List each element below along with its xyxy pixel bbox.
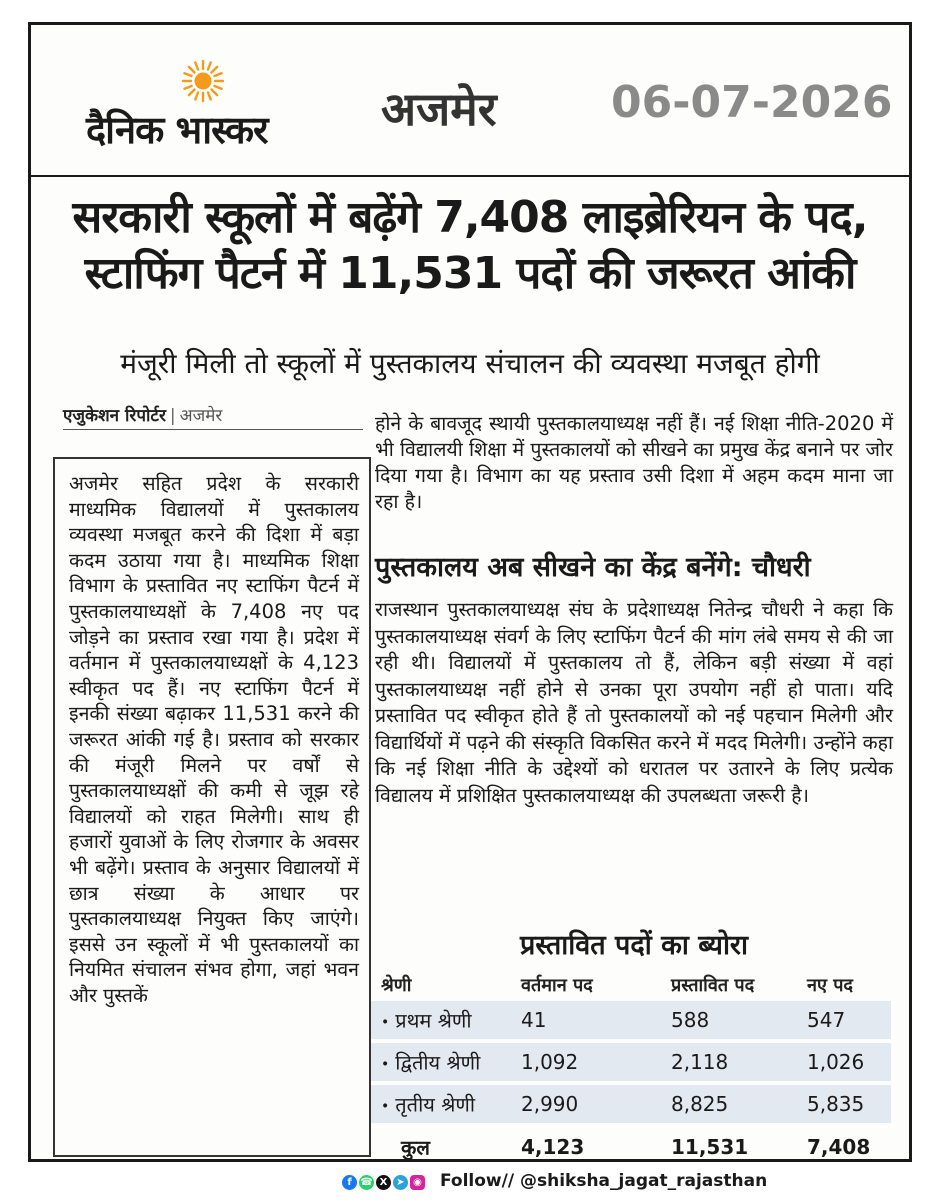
article-left-column: अजमेर सहित प्रदेश के सरकारी माध्यमिक विद्यालयों में पुस्तकालय व्यवस्था मजबूत करने की दिशा में बड़ा कदम उठाया गया है। माध्यमिक शिक्षा विभाग के प्रस्तावित नए स्टाफिंग पैटर्न में पुस्तकालयाध्यक्षों के 7,408 नए पद जोड़ने का प्रस्ताव रखा गया है। प्रदेश में वर्तमान में पुस्तकालयाध्यक्षों के 4,123 स्वीकृत पद हैं। नए स्टाफिंग पैटर्न में इनकी संख्या बढ़ाकर 11,531 करने की जरूरत आंकी गई है। प्रस्ताव को सरकार की मंजूरी मिलने पर वर्षों से पुस्तकालयाध्यक्षों की कमी से जूझ रहे विद्यालयों को राहत मिलेगी। साथ ही हजारों युवाओं के लिए रोजगार के अवसर भी बढ़ेंगे। प्रस्ताव के अनुसार विद्यालयों में छात्र संख्या के आधार पर पुस्तकालयाध्यक्ष नियुक्त किए जाएंगे। इससे उन स्कूलों में भी पुस्तकालयों का नियमित संचालन संभव होगा, जहां भवन और पुस्तकें: [53, 457, 371, 1157]
table-total-row: [371, 1127, 891, 1167]
table-cell: 588: [671, 1008, 710, 1032]
table-row: [371, 1001, 891, 1039]
table-cell: 547: [807, 1008, 846, 1032]
masthead: [31, 25, 909, 177]
table-cell: 2,118: [671, 1050, 729, 1074]
bullet-icon: •: [381, 1098, 390, 1114]
table-header-cell: प्रस्तावित पद: [671, 975, 755, 996]
newspaper-clipping: [28, 22, 912, 1162]
table-cell-category: • प्रथम श्रेणी: [381, 1008, 472, 1033]
posts-table: [371, 969, 891, 1167]
table-cell: 2,990: [521, 1092, 579, 1116]
byline: [63, 403, 222, 426]
table-cell: 7,408: [807, 1135, 871, 1159]
whatsapp-icon[interactable]: ☎: [360, 1177, 373, 1188]
table-header-row: [371, 969, 891, 1001]
headline-line-1: सरकारी स्कूलों में बढ़ेंगे 7,408 लाइब्रेरियन के पद,: [72, 192, 868, 243]
social-icons: [342, 1172, 427, 1191]
table-header-cell: वर्तमान पद: [521, 975, 593, 996]
table-cell: 5,835: [807, 1092, 865, 1116]
article-right-body: राजस्थान पुस्तकालयाध्यक्ष संघ के प्रदेशाध्यक्ष नितेन्द्र चौधरी ने कहा कि पुस्तकालयाध्यक्ष संवर्ग के लिए स्टाफिंग पैटर्न की मांग लंबे समय से की जा रही थी। विद्यालयों में पुस्तकालय तो हैं, लेकिन बड़ी संख्या में वहां पुस्तकालयाध्यक्ष नहीं होने से उनका पूरा उपयोग नहीं हो पाता। यदि प्रस्तावित पद स्वीकृत होते हैं तो पुस्तकालयों को नई पहचान मिलेगी और विद्यार्थियों में पढ़ने की संस्कृति विकसित करने में मदद मिलेगी। उन्होंने कहा कि नई शिक्षा नीति के उद्देश्यों को धरातल पर उतारने के लिए प्रत्येक विद्यालय में प्रशिक्षित पुस्तकालयाध्यक्ष की उपलब्धता जरूरी है।: [375, 598, 893, 807]
bullet-icon: •: [381, 1056, 390, 1072]
quote-subheading: पुस्तकालय अब सीखने का केंद्र बनेंगे: चौधरी: [375, 552, 811, 583]
newspaper-brand: दैनिक भास्कर: [86, 108, 268, 152]
byline-divider: [63, 429, 363, 430]
byline-reporter: एजुकेशन रिपोर्टर: [63, 406, 166, 426]
table-header-cell: नए पद: [807, 975, 853, 996]
facebook-icon[interactable]: f: [342, 1175, 357, 1190]
edition-city: अजमेर: [381, 82, 497, 136]
follow-handle[interactable]: Follow// @shiksha_jagat_rajasthan: [440, 1171, 768, 1191]
bullet-icon: •: [381, 1014, 390, 1030]
telegram-icon[interactable]: ➤: [393, 1175, 408, 1190]
table-cell-total-label: कुल: [401, 1135, 430, 1160]
table-header-cell: श्रेणी: [381, 975, 412, 996]
edition-date: 06-07-2026: [611, 77, 893, 128]
byline-separator: |: [169, 406, 176, 426]
table-cell: 41: [521, 1008, 547, 1032]
table-cell: 1,026: [807, 1050, 865, 1074]
table-cell: 4,123: [521, 1135, 585, 1159]
sun-logo-icon: [181, 59, 225, 103]
byline-place: अजमेर: [179, 406, 223, 426]
table-title: प्रस्तावित पदों का ब्योरा: [520, 930, 748, 961]
table-cell: 11,531: [671, 1135, 749, 1159]
table-cell-category: • द्वितीय श्रेणी: [381, 1050, 481, 1075]
subheadline: मंजूरी मिली तो स्कूलों में पुस्तकालय संचालन की व्यवस्था मजबूत होगी: [120, 347, 820, 380]
article-right-top: होने के बावजूद स्थायी पुस्तकालयाध्यक्ष नहीं हैं। नई शिक्षा नीति-2020 में भी विद्यालयी शिक्षा में पुस्तकालयों को सीखने का प्रमुख केंद्र बनाने पर जोर दिया गया है। विभाग का यह प्रस्ताव उसी दिशा में अहम कदम माना जा रहा है।: [375, 412, 893, 513]
social-footer: [0, 1166, 940, 1200]
headline-line-2: स्टाफिंग पैटर्न में 11,531 पदों की जरूरत आंकी: [84, 248, 856, 300]
table-cell-category: • तृतीय श्रेणी: [381, 1092, 476, 1117]
instagram-icon[interactable]: ◉: [410, 1175, 425, 1190]
table-row: [371, 1043, 891, 1081]
table-cell: 8,825: [671, 1092, 729, 1116]
table-row: [371, 1085, 891, 1123]
headline: [31, 190, 909, 303]
table-cell: 1,092: [521, 1050, 579, 1074]
x-icon[interactable]: X: [376, 1175, 391, 1190]
